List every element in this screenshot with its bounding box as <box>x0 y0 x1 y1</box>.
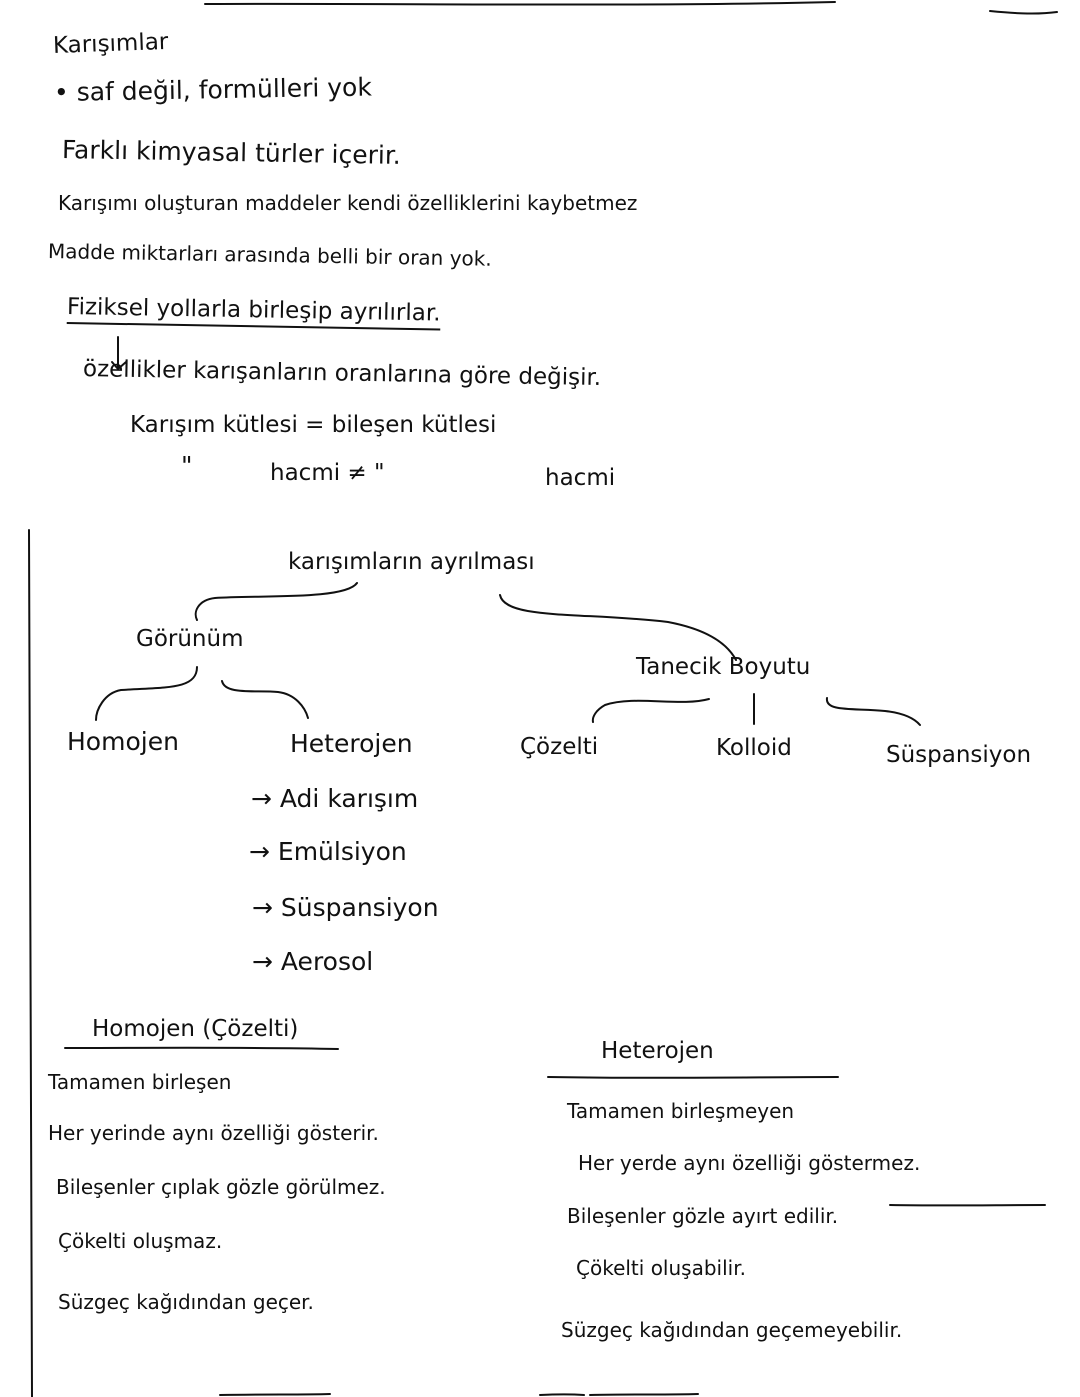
diagram-branch-tanecik-boyutu: Tanecik Boyutu <box>636 654 811 680</box>
diagram-child-heterojen: Heterojen <box>290 729 413 758</box>
gorunum-left-branch <box>96 667 197 720</box>
note-line: Karışımı oluşturan maddeler kendi özelliklerini kaybetmez <box>58 191 638 215</box>
heterojen-property: Çökelti oluşabilir. <box>576 1256 746 1280</box>
note-line: Farklı kimyasal türler içerir. <box>61 135 402 170</box>
homojen-property: Bileşenler çıplak gözle görülmez. <box>56 1175 386 1199</box>
left-margin-line <box>29 530 32 1397</box>
diagram-child-homojen: Homojen <box>67 727 179 756</box>
diagram-child-suspansiyon: Süspansiyon <box>886 742 1032 768</box>
homojen-title-underline <box>65 1048 338 1049</box>
homojen-property: Her yerinde aynı özelliği gösterir. <box>48 1121 379 1145</box>
homojen-property: Tamamen birleşen <box>48 1070 232 1094</box>
heterojen-type-item: → Aerosol <box>252 947 374 976</box>
heterojen-type-item: → Adi karışım <box>251 784 419 813</box>
bottom-left-stroke <box>220 1394 330 1395</box>
heterojen-property: Bileşenler gözle ayırt edilir. <box>567 1204 839 1228</box>
diagram-branch-gorunum: Görünüm <box>136 626 244 652</box>
diagram-child-kolloid: Kolloid <box>716 735 792 761</box>
diagram-left-branch <box>196 583 357 620</box>
diagram-title: karışımların ayrılması <box>288 549 535 575</box>
volume-right-label: hacmi <box>545 465 616 491</box>
volume-ditto-left: " <box>181 451 193 480</box>
homojen-property: Çökelti oluşmaz. <box>58 1229 223 1253</box>
homojen-section-title: Homojen (Çözelti) <box>92 1016 299 1042</box>
homojen-property: Süzgeç kağıdından geçer. <box>58 1290 314 1314</box>
note-line: Fiziksel yollarla birleşip ayrılırlar. <box>66 294 441 327</box>
heterojen-type-item: → Süspansiyon <box>252 893 439 922</box>
volume-relation: hacmi ≠ " <box>270 460 385 486</box>
heterojen-property: Tamamen birleşmeyen <box>567 1099 795 1123</box>
gorunum-right-branch <box>222 681 308 718</box>
heterojen-property: Her yerde aynı özelliği göstermez. <box>578 1151 921 1175</box>
bottom-middle-stroke <box>540 1394 584 1395</box>
bottom-right-stroke <box>590 1394 698 1395</box>
tanecik-right-branch <box>827 698 920 725</box>
heterojen-type-item: → Emülsiyon <box>249 837 407 866</box>
heterojen-title-underline <box>548 1077 838 1078</box>
note-line: Madde miktarları arasında belli bir oran yok. <box>47 239 492 271</box>
note-line: özellikler karışanların oranlarına göre değişir. <box>82 356 602 392</box>
top-right-stroke <box>990 11 1057 14</box>
diagram-right-branch <box>500 595 736 660</box>
diagram-child-cozelti: Çözelti <box>520 734 599 760</box>
tanecik-left-branch <box>593 699 709 722</box>
top-edge-stroke <box>205 2 835 5</box>
notes-heading: Karışımlar <box>52 28 169 59</box>
note-line: • saf değil, formülleri yok <box>53 72 373 107</box>
heterojen-section-title: Heterojen <box>601 1038 714 1064</box>
mass-relation: Karışım kütlesi = bileşen kütlesi <box>130 412 497 438</box>
heterojen-property: Süzgeç kağıdından geçemeyebilir. <box>561 1318 903 1342</box>
